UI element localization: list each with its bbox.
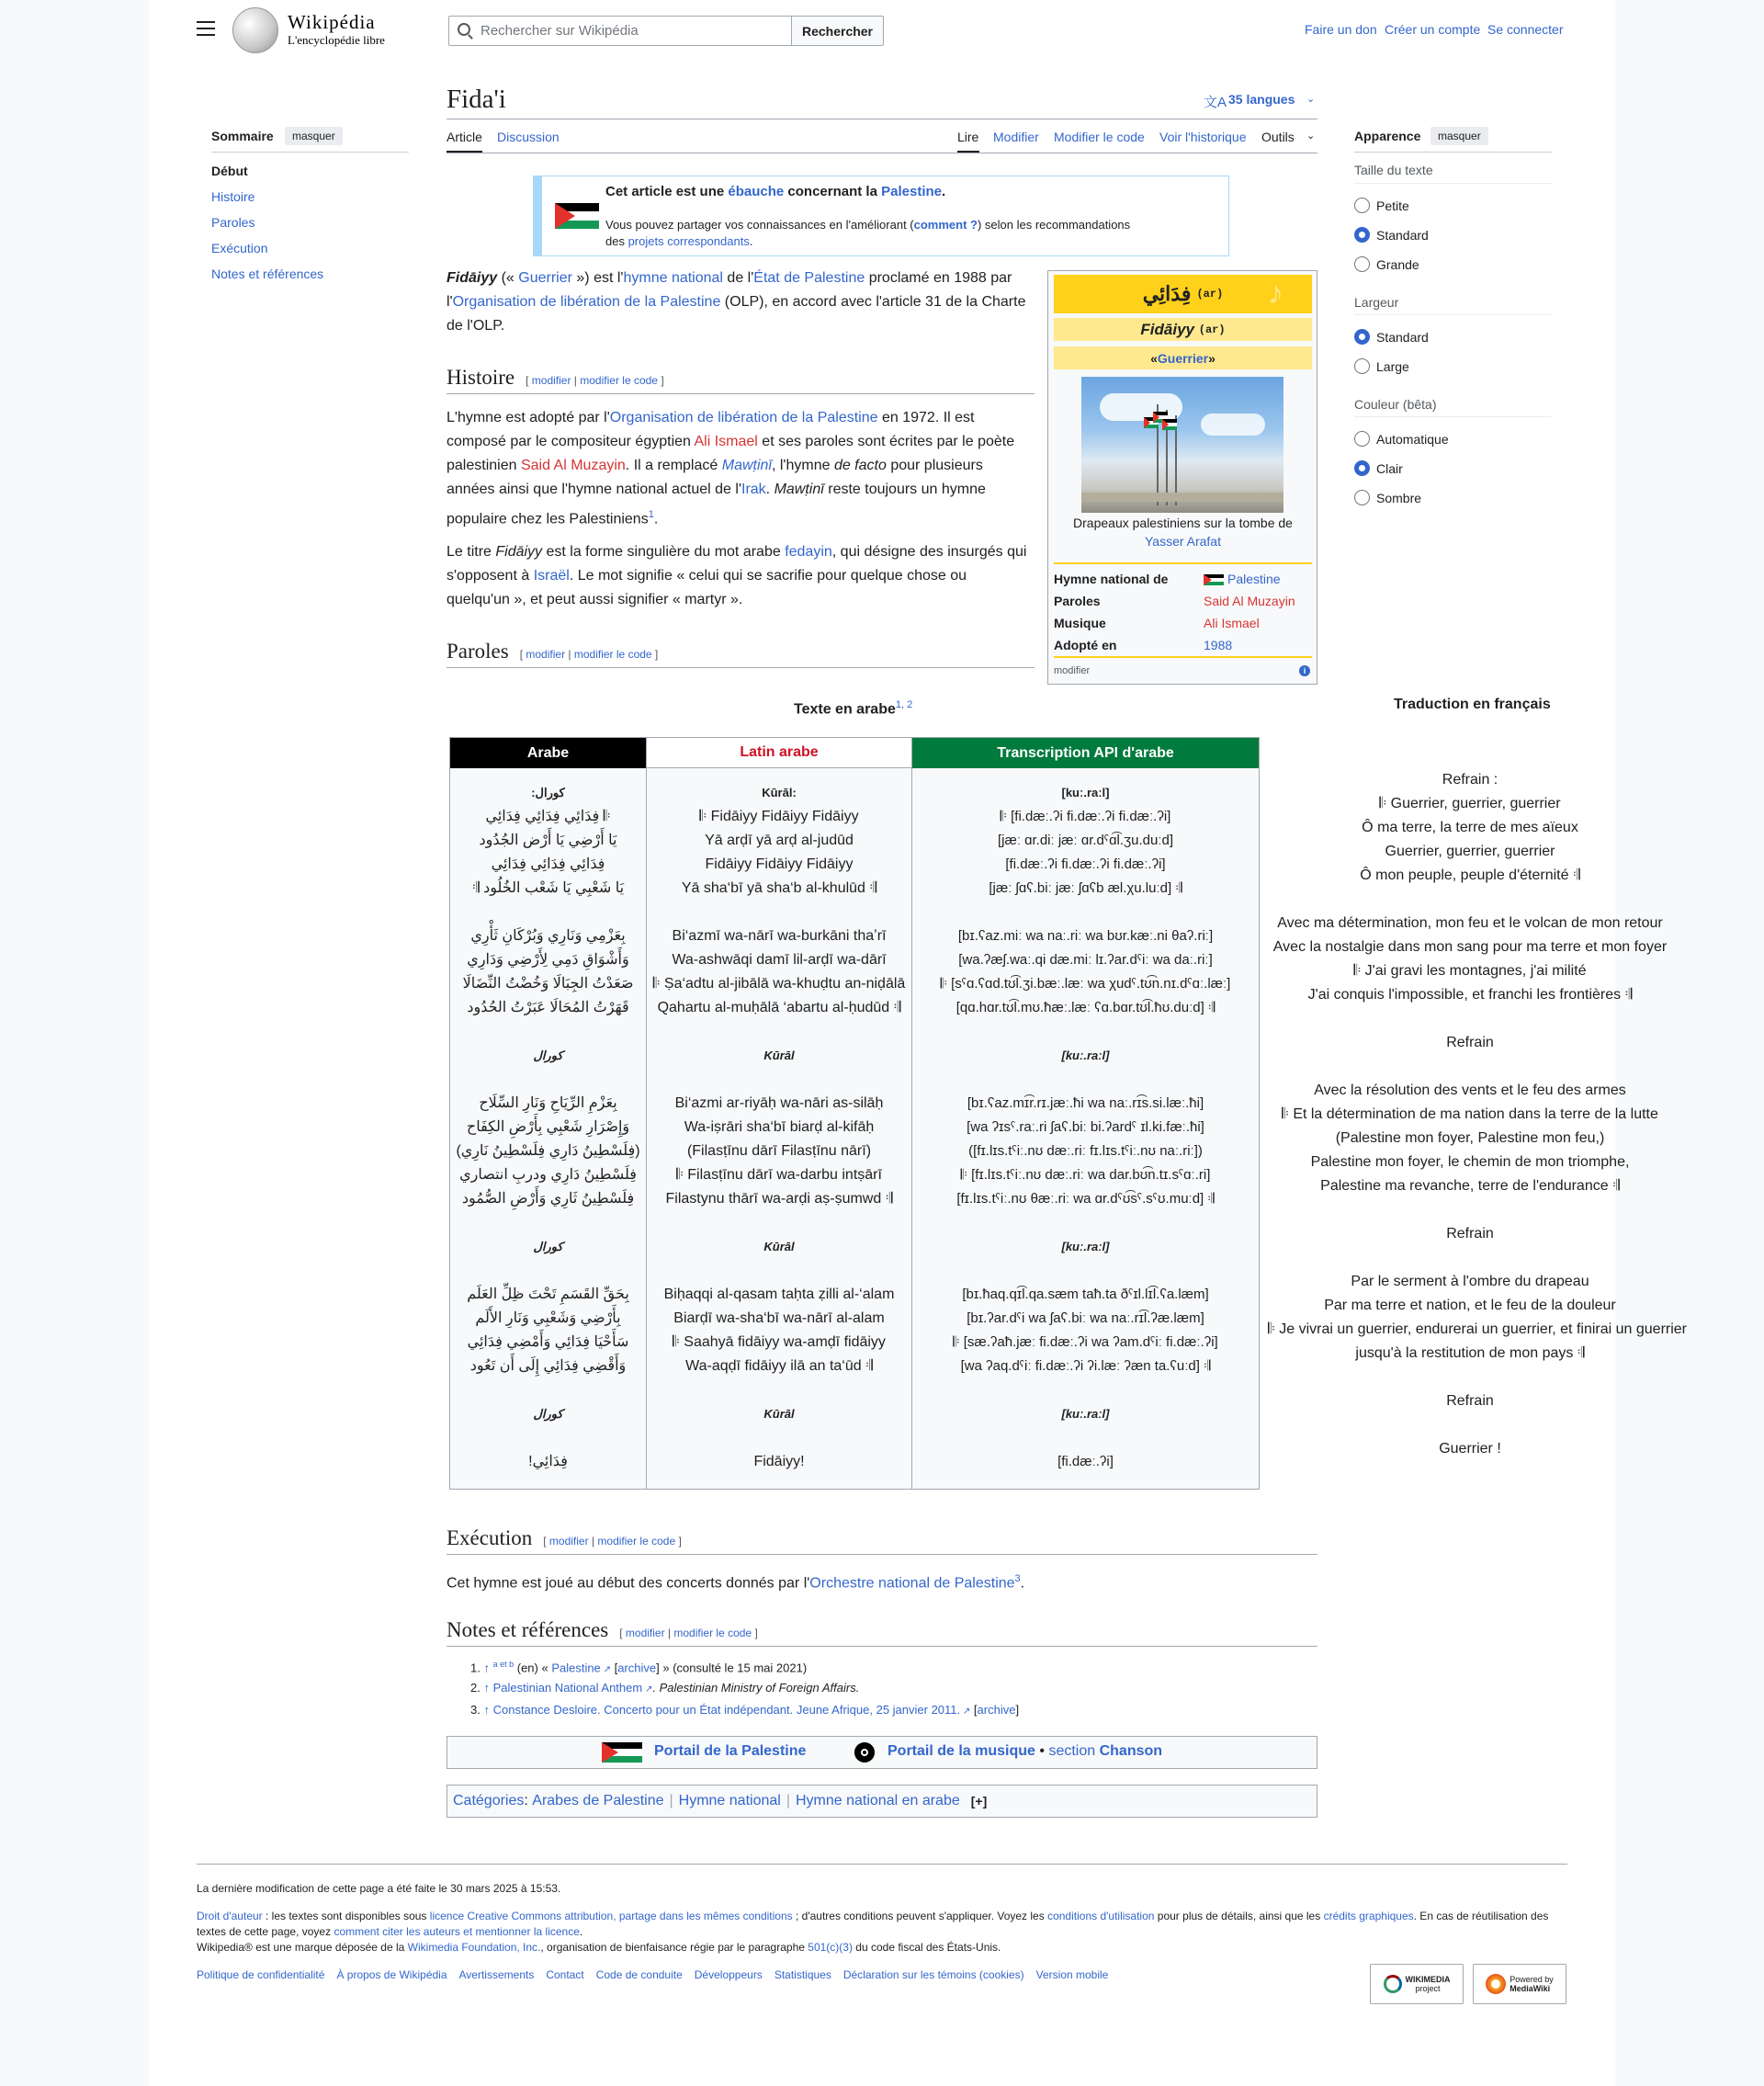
lyric-line [1268,1007,1672,1031]
label-size-small: Petite [1376,198,1409,213]
footer-code-of-conduct[interactable]: Code de conduite [595,1968,683,1981]
category-hymne[interactable]: Hymne national [678,1793,781,1808]
infobox-palestine-link[interactable]: Palestine [1227,572,1281,586]
tab-article[interactable]: Article [447,130,482,144]
ref-2-source[interactable]: Palestinian National Anthem [492,1681,643,1695]
tab-history[interactable]: Voir l'historique [1159,130,1247,144]
external-link-icon: ↗ [600,1664,611,1675]
tab-edit-code[interactable]: Modifier le code [1054,130,1145,144]
lyric-line: Kūrāl [763,1049,795,1062]
footer-contact[interactable]: Contact [546,1968,584,1981]
state-palestine-link[interactable]: État de Palestine [753,270,865,286]
lyric-line: Par ma terre et nation, et le feu de la douleur [1324,1298,1616,1313]
infobox-divider-2 [1054,656,1312,658]
toc-hide-button[interactable]: masquer [285,127,343,145]
edit-code-notes[interactable]: modifier le code [673,1627,752,1639]
radio-color-light[interactable] [1354,460,1370,476]
footer-disclaimers[interactable]: Avertissements [458,1968,535,1981]
guerrier-link[interactable]: Guerrier [518,270,572,286]
infobox-row-musique: Musique Ali Ismael [1054,616,1260,630]
501c3-link[interactable]: 501(c)(3) [808,1941,853,1954]
infobox-guerrier-link[interactable]: Guerrier [1157,350,1209,366]
width-label: Largeur [1354,295,1399,310]
lyric-line: 𝄆 [fɪ.lɪs.tˤiː.nʊ dæː.riː wa dar.bʊ͡n.tɪ.sˤɑː.ri] [960,1167,1211,1183]
appearance-divider [1354,152,1552,153]
donate-link[interactable]: Faire un don [1305,22,1377,37]
color-label: Couleur (bêta) [1354,397,1437,412]
wikipedia-globe-icon[interactable] [232,7,278,53]
category-arabes[interactable]: Arabes de Palestine [532,1793,664,1808]
lyric-line: Kūrāl [763,1240,795,1253]
lyric-line [1268,1366,1672,1389]
lyric-line: Wa-aqḍī fidāiyy ilā an ta‘ūd 𝄇 [685,1358,873,1374]
israel-link[interactable]: Israël [533,568,570,584]
lyric-line: [fi.dæː.ʔi] [1057,1454,1114,1469]
texte-arabe-refs[interactable]: 1, 2 [895,699,913,710]
lyric-line [647,1068,911,1092]
header-ipa: Transcription API d'arabe [912,738,1259,768]
lyric-line [1268,1246,1672,1270]
footer-about[interactable]: À propos de Wikipédia [336,1968,447,1981]
infobox-translit: Fidāiyy (ar) [1054,318,1312,341]
mediawiki-badge[interactable]: Powered by MediaWiki [1473,1964,1566,2004]
search-icon [458,23,470,36]
lyric-line: Fidāiyy Fidāiyy Fidāiyy [705,856,854,872]
lyric-line: كورال [533,1240,563,1253]
stub-banner-bar [533,176,542,256]
portal-bar [447,1736,1317,1769]
edit-execution[interactable]: modifier [548,1535,589,1547]
edit-code-paroles[interactable]: modifier le code [573,648,652,661]
ref-3-archive[interactable]: archive [977,1703,1016,1717]
lyric-line: Kūrāl [763,1407,795,1421]
lyric-line [450,1426,646,1450]
lyric-line: J'ai conquis l'impossible, et franchi les frontières 𝄇 [1307,987,1633,1003]
label-size-standard: Standard [1376,228,1429,243]
lyric-line: Palestine mon foyer, le chemin de mon triomphe, [1310,1154,1630,1170]
lyrics-french-column [1268,768,1688,1461]
edit-histoire[interactable]: modifier [531,374,571,387]
lyric-line: 𝄆 [fi.dæː.ʔi fi.dæː.ʔi fi.dæː.ʔi] [1000,809,1171,824]
tab-edit[interactable]: Modifier [993,130,1039,144]
lyric-line: بِأَرْضِي وَشَعْبِي وَنَارِ الأَلَم [475,1310,621,1326]
edit-paroles[interactable]: modifier [526,648,566,661]
palestine-flag-icon [555,203,599,229]
wikimedia-logo-icon [1384,1975,1402,1993]
lyric-line: صَعَدْتُ الجِبَالَا وَخُضْتُ النِّضَالَا [462,976,634,992]
lyric-line: يَا شَعْبِي يَا شَعْب الخُلُود 𝄇 [471,880,625,896]
site-tagline: L'encyclopédie libre [288,33,385,47]
lyric-line: كورال [533,1049,563,1062]
ref-2-back[interactable]: ↑ [483,1681,493,1695]
appearance-divider [1354,314,1552,315]
section-paroles-heading: Paroles [ modifier | modifier le code ] [447,640,1035,668]
radio-size-small[interactable] [1354,198,1370,213]
lyrics-latin-column [647,768,911,1489]
ali-ismael-link[interactable]: Ali Ismael [694,434,758,449]
national-anthem-link[interactable]: hymne national [623,270,723,286]
lyric-line [450,1211,646,1235]
lyric-line [1268,1055,1672,1079]
ref-1-back[interactable]: ↑ [483,1661,493,1675]
lyric-line: [wa.ʔæʃ.waː.qi dæ.miː lɪ.ʔar.dˤiː wa daː.riː] [958,952,1213,968]
lyric-line: Ô ma terre, la terre de mes aïeux [1362,820,1578,835]
lyric-line [647,1020,911,1044]
main-menu-icon[interactable] [197,21,215,36]
lyric-line: [wa ʔɪsˤ.raː.ri ʃaʕ.biː bi.ʔardˤ ɪl.ki.fæː.ħi] [967,1119,1204,1135]
label-color-dark: Sombre [1376,491,1422,505]
appearance-hide-button[interactable]: masquer [1430,127,1488,145]
lyric-line: Biarḍī wa-sha‘bī wa-nārī al-alam [673,1310,885,1326]
lyric-line: Par le serment à l'ombre du drapeau [1351,1274,1589,1289]
lyric-line: بِعَزْمِ الرِّيَاحِ وَنَارِ السِّلَاح [479,1095,617,1111]
terms-link[interactable]: conditions d'utilisation [1047,1910,1155,1922]
lyric-line: Guerrier, guerrier, guerrier [1385,844,1555,859]
lyric-line [1268,888,1672,912]
lyric-line: 𝄆 [sæ.ʔaħ.jæː fi.dæː.ʔi wa ʔam.dˤiː fi.dæː.ʔi] [953,1334,1218,1350]
lyric-line [647,901,911,924]
lyric-line: 𝄆 Guerrier, guerrier, guerrier [1379,796,1561,811]
lyric-line [450,1068,646,1092]
external-link-icon: ↗ [642,1684,653,1695]
footer-mobile[interactable]: Version mobile [1035,1968,1109,1981]
lyric-line: Wa-iṣrāri sha‘bī biarḍ al-kifāḥ [684,1119,875,1135]
radio-size-large[interactable] [1354,256,1370,272]
portal-section-link[interactable]: section [1048,1743,1096,1759]
appearance-divider [1354,183,1552,184]
infobox-meaning: « Guerrier » [1054,346,1312,369]
said-muzayin-link[interactable]: Said Al Muzayin [520,458,626,473]
toc-item-paroles[interactable]: Paroles [211,215,255,230]
section-histoire-heading: Histoire [ modifier | modifier le code ] [447,366,1035,394]
lyric-line: (Filasṭīnu dārī Filasṭīnu nārī) [686,1143,872,1159]
stub-link[interactable]: ébauche [728,184,785,199]
plo-link-2[interactable]: Organisation de libération de la Palestine [609,410,878,425]
ref-3-source[interactable]: Constance Desloire. Concerto pour un État indépendant. Jeune Afrique, 25 janvier 2011. [492,1703,961,1717]
histoire-paragraph-1: L'hymne est adopté par l'Organisation de libération de la Palestine en 1972. Il est composé par le compositeur égyptien Ali Ismael et ses paroles sont écrites par le poète palestinien Said Al Muzayin. Il a remplacé Mawṭinī, l'hymne de facto pour plusieurs années ainsi que l'hymne national actuel de l'Irak. Mawṭinī reste toujours un hymne populaire chez les Palestiniens$^1$. [447,410,1015,527]
lyric-line: سَأَحْيَا فِدَائِي وَأَمْضِي فِدَائِي [467,1334,629,1350]
chevron-down-icon: ⌄ [1306,94,1316,105]
execution-paragraph: Cet hymne est joué au début des concerts donnés par l'Orchestre national de Palestine$^3$. [447,1573,1025,1592]
toc-item-notes[interactable]: Notes et références [211,266,324,281]
edit-code-histoire[interactable]: modifier le code [580,374,658,387]
portal-palestine-link[interactable]: Portail de la Palestine [654,1743,807,1759]
photo-caption: Drapeaux palestiniens sur la tombe de Yasser Arafat [1073,516,1293,549]
lyric-line [450,1020,646,1044]
palestine-link[interactable]: Palestine [881,184,942,199]
palestine-flag-portal-icon [602,1742,642,1763]
lyric-line: Refrain [1446,1035,1494,1050]
lyric-line: 𝄆 Je vivrai un guerrier, endurerai un guerrier, et finirai un guerrier [1268,1321,1688,1337]
lyric-line: Refrain [1446,1226,1494,1241]
search-input[interactable]: Rechercher sur Wikipédia [448,16,792,46]
lyric-line: 𝄆 فِدَائِي فِدَائِي فِدَائِي [485,809,611,824]
lyric-line: وَأَشْوَاقِ دَمِي لِأَرْضِي وَدَارِي [467,952,629,968]
infobox-1988-link[interactable]: 1988 [1204,638,1233,652]
label-size-large: Grande [1376,257,1419,272]
lyric-line: فِدَائِي فِدَائِي فِدَائِي [491,856,605,872]
ref-1-archive[interactable]: archive [617,1661,657,1675]
toc-item-debut[interactable]: Début [211,164,248,178]
lyric-line: (فِلَسْطِينُ دَارِي فِلَسْطِينُ نَارِي) [456,1143,640,1159]
portal-music: Portail de la musique • section Chanson [888,1743,1163,1759]
fedayin-link[interactable]: fedayin [785,544,832,560]
lyric-line: [kuː.raːl] [1061,1407,1110,1421]
lyric-line: Ô mon peuple, peuple d'éternité 𝄇 [1360,867,1580,883]
plo-link[interactable]: Organisation de libération de la Palestine [452,294,721,310]
lyric-line: Bi‘azmi ar-riyāḥ wa-nāri as-silāḥ [674,1095,884,1111]
lyric-line: Fidāiyy! [753,1454,805,1469]
page-title: Fida'i [447,85,506,114]
header-latin: Latin arabe [647,738,911,768]
radio-color-auto[interactable] [1354,431,1370,447]
lyric-line: 𝄆 J'ai gravi les montagnes, j'ai milité [1353,963,1587,979]
edit-code-execution[interactable]: modifier le code [597,1535,676,1547]
lyric-line: يَا أَرْضِي يَا أَرْض الجُدُود [479,833,617,848]
lyric-line: [wa ʔaq.dˤiː fi.dæː.ʔi ʔi.læː ʔæn ta.ʕuːd] 𝄇 [960,1358,1211,1374]
lyric-line: Filastynu thārī wa-arḍi aṣ-ṣumwd 𝄇 [665,1191,893,1207]
lyric-line: فِلَسْطِينُ ثَارِي وَأَرْضِ الصُّمُود [461,1191,635,1207]
lyrics-arabic-column [450,768,646,1489]
site-name[interactable]: Wikipédia [288,11,376,33]
footer-developers[interactable]: Développeurs [694,1968,763,1981]
cite-link[interactable]: comment citer les auteurs et mentionner la licence [334,1925,580,1938]
lyric-line [1268,1198,1672,1222]
orchestre-link[interactable]: Orchestre national de Palestine [809,1575,1015,1592]
lyric-line: Biḥaqqi al-qasam taḥta ẓilli al-‘alam [663,1287,895,1302]
lyric-line [912,1020,1259,1044]
toc-item-execution[interactable]: Exécution [211,241,268,255]
lyric-line [450,1259,646,1283]
arafat-link[interactable]: Yasser Arafat [1144,534,1221,549]
lyric-line [647,1259,911,1283]
infobox-title: فِدَائِي (ar) [1054,275,1312,313]
portal-music-link[interactable]: Portail de la musique [888,1743,1035,1759]
toc-title: Sommaire [211,129,274,143]
lyric-line: Yā sha‘bī yā sha‘b al-khulūd 𝄇 [681,880,877,896]
lyric-line: [kuː.raːl] [1061,1240,1110,1253]
lyric-line: بِحَقِّ القَسَمِ تَحْتَ ظِلِّ العَلَم [467,1287,629,1302]
infobox-divider [1054,562,1312,564]
radio-width-standard[interactable] [1354,329,1370,345]
infobox-row-paroles: Paroles Said Al Muzayin [1054,594,1295,608]
category-hymne-arabe[interactable]: Hymne national en arabe [795,1793,960,1808]
lyric-line: [kuː.raːl] [1061,1049,1110,1062]
lyric-line: [jæː ɑr.diː jæː ɑr.dˤɑ͡l.ʒu.duːd] [997,833,1173,848]
footer-divider [197,1864,1567,1865]
toc-divider [211,152,409,153]
lyric-line [450,901,646,924]
lyric-line: بِعَزْمِي وَنَارِي وَبُرْكَانِ ثَأْرِي [470,928,626,944]
external-link-icon: ↗ [960,1706,971,1717]
lyric-line: قَهَرْتُ المُحَالَا عَبَرْتُ الحُدُود [467,1000,629,1015]
lyrics-ipa-column [912,768,1259,1489]
reference-1: 1. ↑ $^{a et b}$ (en) « Palestine ↗ [archive] » (consulté le 15 mai 2021) [470,1660,808,1675]
infobox-said-link[interactable]: Said Al Muzayin [1204,594,1295,608]
radio-size-standard[interactable] [1354,227,1370,243]
reference-3: 3. ↑ Constance Desloire. Concerto pour un État indépendant. Jeune Afrique, 25 janvier 2011. ↗ [archive] [470,1703,1020,1717]
mediawiki-logo-icon [1486,1974,1506,1994]
how-link[interactable]: comment ? [913,218,978,232]
lyric-line: Kūrāl: [762,786,797,799]
lyric-line: Qahartu al-muḥālā ‘abartu al-ḥudūd 𝄇 [657,1000,901,1015]
license-text: Droit d'auteur : les textes sont disponibles sous licence Creative Commons attribution, partage dans les mêmes conditions ; d'autres conditions peuvent s'appliquer. Voyez les conditions d'utilisation pour plus de détails, ainsi que les crédits graphiques. En cas de réutilisation des textes de cette page, voyez comment citer les auteurs et mentionner la licence. Wikipedia® est une marque déposée de la Wikimedia Foundation, Inc., organisation de bienfaisance régie par le paragraphe 501(c)(3) du code fiscal des États-Unis. [197,1910,1549,1954]
lyric-line: 𝄆 [sˤɑ.ʕɑd.tʊ͡l.ʒi.bæː.læː wa χudˤ.tʊ͡n.nɪ.dˤɑː.læː] [940,976,1231,992]
toc-item-histoire[interactable]: Histoire [211,189,255,204]
radio-color-dark[interactable] [1354,490,1370,505]
irak-link[interactable]: Irak [741,482,766,497]
stub-banner-text: Vous pouvez partager vos connaissances en l'améliorant (comment ?) selon les recommandations des projets correspondants. [605,218,1131,248]
header-arabe: Arabe [450,738,646,768]
section-notes-heading: Notes et références [ modifier | modifier le code ] [447,1618,1317,1647]
lyric-line: فِلَسْطِينُ دَارِي ودربِ انتصاري [459,1167,637,1183]
appearance-title: Apparence [1354,129,1421,143]
lyric-line: وَأَقْضِي فِدَائِي إِلَى أَن تَعُود [469,1358,627,1374]
lyric-line [912,1211,1259,1235]
infobox-edit-link[interactable]: modifier [1054,665,1091,676]
edit-notes[interactable]: modifier [625,1627,665,1639]
tab-read[interactable]: Lire [957,130,979,144]
last-modified: La dernière modification de cette page a été faite le 30 mars 2025 à 15:53. [197,1882,561,1895]
lyric-line [912,1259,1259,1283]
lyric-line: 𝄆 Saahyā fidāiyy wa-amḍī fidāiyy [673,1334,886,1350]
lyric-line: Palestine ma revanche, terre de l'endurance 𝄇 [1320,1178,1620,1194]
license-link[interactable]: licence Creative Commons attribution, partage dans les mêmes conditions [429,1910,793,1922]
ref-3-back[interactable]: ↑ [483,1703,493,1717]
stub-banner-title: Cet article est une ébauche concernant la Palestine. [605,184,946,199]
lyric-line: فِدَائِي! [528,1454,568,1469]
search-button[interactable]: Rechercher [791,16,884,46]
lyric-line [1268,1413,1672,1437]
lyric-line: jusqu'à la restitution de mon pays 𝄇 [1355,1345,1585,1361]
wmf-link[interactable]: Wikimedia Foundation, Inc. [407,1941,541,1954]
label-width-large: Large [1376,359,1409,374]
login-link[interactable]: Se connecter [1487,22,1564,37]
lyric-line [912,1378,1259,1402]
lyric-line: [jæː ʃɑʕ.biː jæː ʃɑʕb æl.χu.luːd] 𝄇 [989,880,1182,896]
categories-bar: Catégories : Arabes de Palestine | Hymne national | Hymne national en arabe [+] [447,1785,1317,1818]
section-execution-heading: Exécution [ modifier | modifier le code ] [447,1526,1317,1555]
projects-link[interactable]: projets correspondants [628,234,750,248]
lyric-line: 𝄆 Ṣa‘adtu al-jibālā wa-khuḍtu an-niḍālā [652,976,906,992]
wikimedia-badge[interactable]: WIKIMEDIA project [1370,1964,1464,2004]
lyric-line: Wa-ashwāqi damī lil-arḍī wa-dārī [672,952,887,968]
footer-privacy[interactable]: Politique de confidentialité [197,1968,325,1981]
lyric-line: [kuː.raːl] [1061,786,1110,799]
lyric-line: Bi‘azmī wa-nārī wa-burkāni thaʼrī [672,928,887,944]
label-width-standard: Standard [1376,330,1429,345]
intro-paragraph: Fidāiyy (« Guerrier ») est l'hymne national de l'État de Palestine proclamé en 1988 par l'Organisation de libération de la Palestine (OLP), en accord avec l'article 31 de la Charte de l'OLP. [447,270,1026,334]
lyric-line: Refrain : [1442,772,1498,788]
lyric-line [912,1426,1259,1450]
footer-statistics[interactable]: Statistiques [774,1968,831,1981]
music-disc-icon [854,1742,875,1763]
lyric-line: [fi.dæː.ʔi fi.dæː.ʔi fi.dæː.ʔi] [1005,856,1166,872]
lyric-line: ([fɪ.lɪs.tˤiː.nʊ dæː.riː fɪ.lɪs.tˤiː.nʊ naː.riː]) [968,1143,1203,1159]
translate-icon: 文A [1204,95,1227,110]
lyric-line: 𝄆 Et la détermination de ma nation dans la terre de la lutte [1282,1106,1658,1122]
lyric-line: Yā arḍī yā arḍ al-judūd [705,833,854,848]
info-icon[interactable]: i [1299,665,1310,676]
lyric-line: [fɪ.lɪs.tˤiː.nʊ θæː.riː wa ɑr.dˤʊ͡sˤ.sˤʊ.muːd] 𝄇 [956,1191,1215,1207]
lyric-line: [bɪ.ʕaz.miː wa naː.riː wa bʊr.kæː.ni θaʔ.riː] [957,928,1214,944]
footer-links [197,1968,1108,1981]
label-color-light: Clair [1376,461,1403,476]
portal-chanson-link[interactable]: Chanson [1099,1743,1163,1759]
ref-1-backlinks[interactable]: a et b [492,1660,514,1669]
histoire-paragraph-2: Le titre Fidāiyy est la forme singulière du mot arabe fedayin, qui désigne des insurgés qui s'opposent à Israël. Le mot signifie « celui qui se sacrifie pour quelque chose ou quelqu'un », et peut aussi signifier « martyr ». [447,544,1027,607]
music-note-icon: ♪ [1268,276,1283,311]
traduction-heading: Traduction en français [1394,697,1551,712]
lyric-line: Avec la résolution des vents et le feu des armes [1314,1083,1626,1098]
reference-2: 2. ↑ Palestinian National Anthem ↗. Palestinian Ministry of Foreign Affairs. [470,1681,860,1695]
mawtini-link[interactable]: Mawṭinī [721,458,772,473]
lyric-line [912,901,1259,924]
lyric-line [450,1378,646,1402]
tools-chevron-icon: ⌄ [1306,130,1316,142]
lyric-line [647,1378,911,1402]
label-color-auto: Automatique [1376,432,1449,447]
ref-1-source[interactable]: Palestine [551,1661,601,1675]
create-account-link[interactable]: Créer un compte [1385,22,1481,37]
lyric-line: [bɪ.ʔar.dˤi wa ʃaʕ.biː wa naː.rɪ͡l.ʔæ.læm] [967,1310,1204,1326]
texte-arabe-heading: Texte en arabe$^{1, 2}$ [794,699,913,718]
ref-1-link[interactable]: 1 [648,509,654,520]
lyric-line: [qɑ.hɑr.tʊ͡l.mʊ.ħæː.læː ʕɑ.bɑr.tʊ͡l.ħʊ.duːd] 𝄇 [956,1000,1216,1015]
radio-width-large[interactable] [1354,358,1370,374]
lyric-line: 𝄆 Fidāiyy Fidāiyy Fidāiyy [699,809,859,824]
text-size-label: Taille du texte [1354,163,1433,177]
lyric-line [912,1068,1259,1092]
arafat-tomb-photo[interactable] [1081,377,1283,513]
lyric-line: 𝄆 Filasṭīnu dārī wa-darbu intṣārī [676,1167,882,1183]
lyric-line [647,1211,911,1235]
categories-link[interactable]: Catégories [453,1793,525,1808]
lyric-line: Guerrier ! [1439,1441,1501,1457]
lyric-line: Avec ma détermination, mon feu et le volcan de mon retour [1277,915,1663,931]
lyric-line: Avec la nostalgie dans mon sang pour ma terre et mon foyer [1272,939,1668,955]
lyric-line: كورال [533,1407,563,1421]
lyric-line: وَإِصْرَارِ شَعْبِي بِأَرْضِ الكِفَاح [466,1119,630,1135]
credits-link[interactable]: crédits graphiques [1323,1910,1414,1922]
appearance-divider [1354,416,1552,417]
lyric-line: [bɪ.ʕaz.mɪ͡r.rɪ.jæː.ħi wa naː.rɪ͡s.si.læː.ħi] [967,1095,1204,1111]
ref-3-link[interactable]: 3 [1014,1573,1021,1584]
infobox-row-hymne: Hymne national de Palestine [1054,572,1281,586]
infobox-ali-link[interactable]: Ali Ismael [1204,616,1260,630]
palestine-flag-small-icon [1204,574,1224,585]
lyric-line: (Palestine mon foyer, Palestine mon feu,) [1335,1130,1605,1146]
lyric-line: Refrain [1446,1393,1494,1409]
tools-menu[interactable]: Outils [1261,130,1295,144]
infobox-row-adopte: Adopté en 1988 [1054,638,1233,652]
tab-discussion[interactable]: Discussion [497,130,560,144]
footer-cookies[interactable]: Déclaration sur les témoins (cookies) [842,1968,1024,1981]
lyric-line: كورال: [531,786,565,799]
copyright-link[interactable]: Droit d'auteur [197,1910,263,1922]
languages-button[interactable]: 35 langues [1228,92,1295,107]
categories-expand[interactable]: [+] [970,1794,988,1808]
lyric-line [647,1426,911,1450]
lyric-line: [bɪ.ħaq.qɪ͡l.qa.sæm taħ.ta ðˤɪl.lɪ͡l.ʕa.læm] [962,1287,1209,1302]
